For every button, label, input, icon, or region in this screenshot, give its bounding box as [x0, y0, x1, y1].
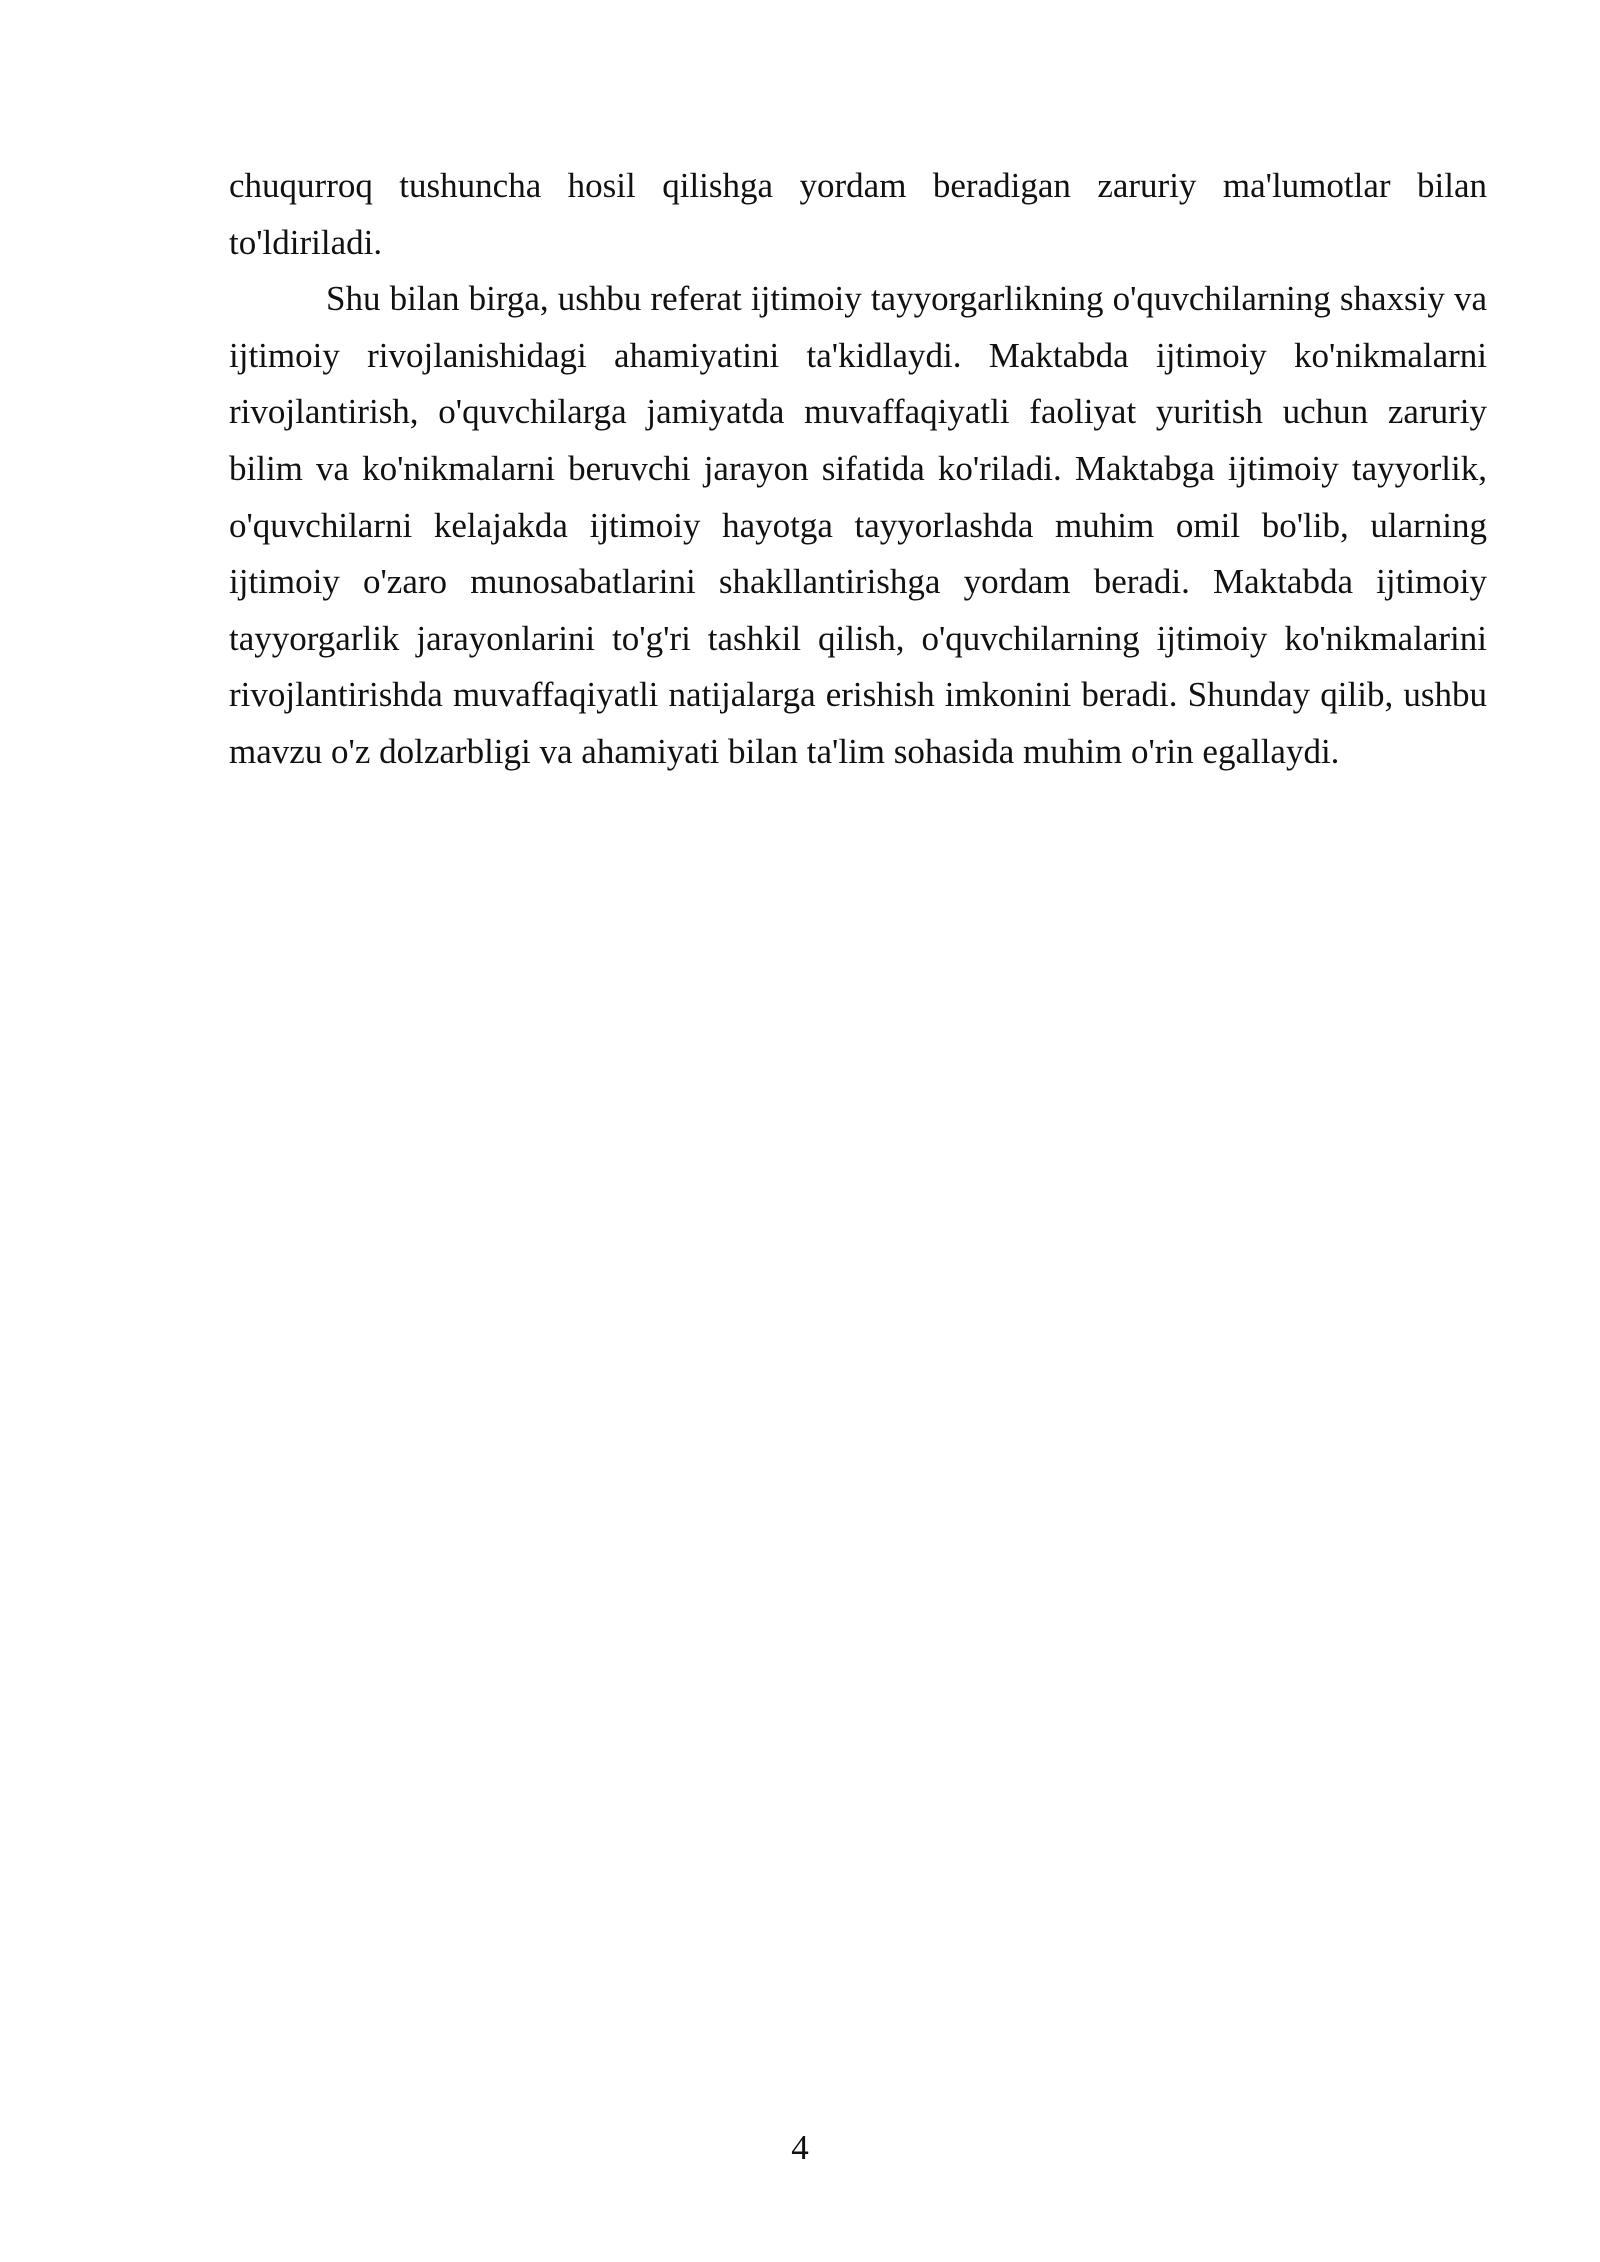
page-number: 4 — [791, 2128, 809, 2167]
paragraph-main: Shu bilan birga, ushbu referat ijtimoiy tayyorgarlikning o'quvchilarning shaxsiy va ijtimoiy rivojlanishidagi ahamiyatini ta'kidlaydi. Maktabda ijtimoiy ko'nikmalarni rivojlantirish, o'quvchilarga jamiyatda muvaffaqiyatli faoliyat yuritish uchun zaruriy bilim va ko'nikmalarni beruvchi jarayon sifatida ko'riladi. Maktabga ijtimoiy tayyorlik, o'quvchilarni kelajakda ijtimoiy hayotga tayyorlashda muhim omil bo'lib, ularning ijtimoiy o'zaro munosabatlarini shakllantirishga yordam beradi. Maktabda ijtimoiy tayyorgarlik jarayonlarini to'g'ri tashkil qilish, o'quvchilarning ijtimoiy ko'nikmalarini rivojlantirishda muvaffaqiyatli natijalarga erishish imkonini beradi. Shunday qilib, ushbu mavzu o'z dolzarbligi va ahamiyati bilan ta'lim sohasida muhim o'rin egallaydi. — [229, 279, 1487, 771]
paragraph-continuation: chuqurroq tushuncha hosil qilishga yordam beradigan zaruriy ma'lumotlar bilan to'ldiriladi. — [229, 166, 1487, 262]
body-text — [229, 158, 1487, 781]
